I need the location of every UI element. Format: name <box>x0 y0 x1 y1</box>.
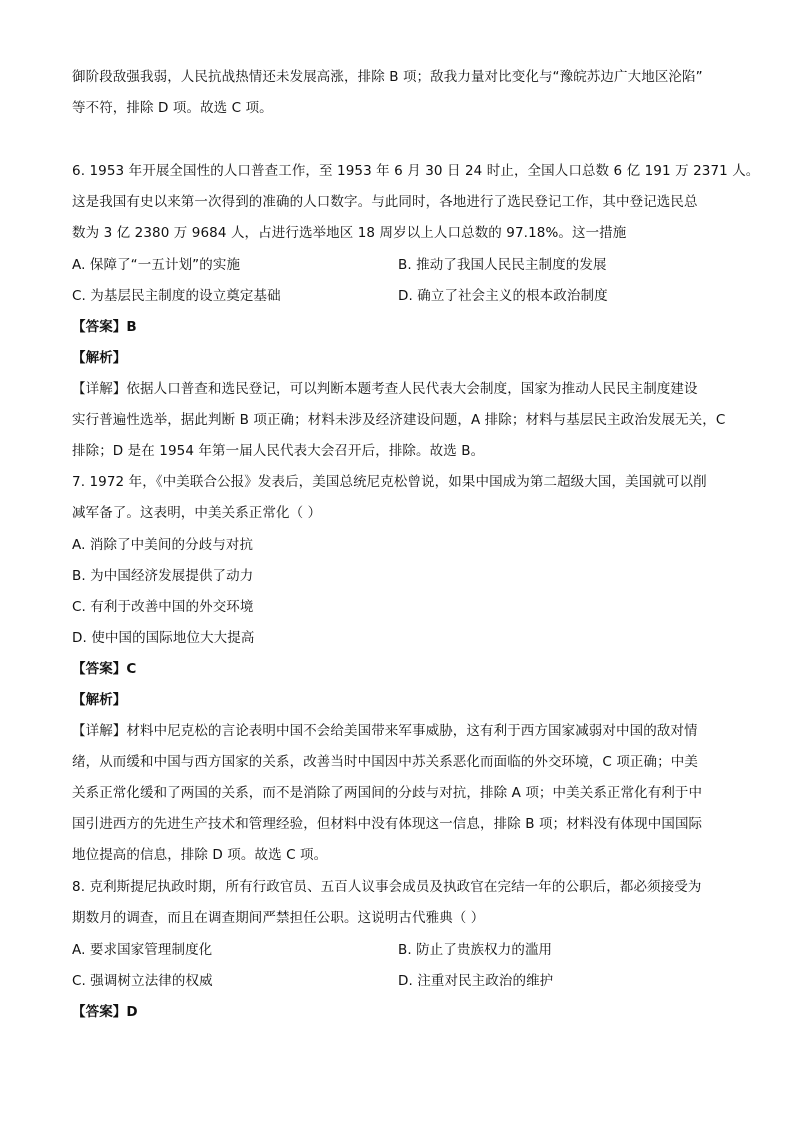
q6-option-a: A. 保障了“一五计划”的实施 <box>72 257 241 273</box>
intro-line: 等不符，排除 D 项。故选 C 项。 <box>72 100 273 116</box>
q8-option-b: B. 防止了贵族权力的滥用 <box>398 942 553 958</box>
q7-stem: 7. 1972 年，《中美联合公报》发表后，美国总统尼克松曾说，如果中国成为第二超级大国，美国就可以削 <box>72 474 707 490</box>
q6-detail: 实行普遍性选举，据此判断 B 项正确；材料未涉及经济建设问题，A 排除；材料与基层民主政治发展无关，C <box>72 412 726 428</box>
q6-analysis-heading: 【解析】 <box>72 350 127 366</box>
q6-answer: 【答案】B <box>72 319 137 335</box>
q8-option-a: A. 要求国家管理制度化 <box>72 942 213 958</box>
q7-option-a: A. 消除了中美间的分歧与对抗 <box>72 537 254 553</box>
q6-detail: 【详解】依据人口普查和选民登记，可以判断本题考查人民代表大会制度，国家为推动人民民主制度建设 <box>72 381 698 397</box>
q8-stem: 8. 克利斯提尼执政时期，所有行政官员、五百人议事会成员及执政官在完结一年的公职后，都必须接受为 <box>72 879 702 895</box>
q6-stem: 数为 3 亿 2380 万 9684 人，占进行选举地区 18 周岁以上人口总数的 97.18%。这一措施 <box>72 225 627 241</box>
q8-option-c: C. 强调树立法律的权威 <box>72 973 213 989</box>
q6-option-d: D. 确立了社会主义的根本政治制度 <box>398 288 608 304</box>
q7-detail: 【详解】材料中尼克松的言论表明中国不会给美国带来军事威胁，这有利于西方国家减弱对中国的敌对情 <box>72 723 698 739</box>
q6-stem: 6. 1953 年开展全国性的人口普查工作，至 1953 年 6 月 30 日 24 时止，全国人口总数 6 亿 191 万 2371 人。 <box>72 163 760 179</box>
q7-detail: 国引进西方的先进生产技术和管理经验，但材料中没有体现这一信息，排除 B 项；材料没有体现中国国际 <box>72 816 703 832</box>
q6-detail: 排除；D 是在 1954 年第一届人民代表大会召开后，排除。故选 B。 <box>72 443 485 459</box>
intro-line: 御阶段敌强我弱，人民抗战热情还未发展高涨，排除 B 项；敌我力量对比变化与“豫皖苏边广大地区沦陷” <box>72 69 703 85</box>
q8-stem: 期数月的调查，而且在调查期间严禁担任公职。这说明古代雅典（ ） <box>72 910 485 926</box>
q7-detail: 地位提高的信息，排除 D 项。故选 C 项。 <box>72 847 328 863</box>
q8-option-d: D. 注重对民主政治的维护 <box>398 973 554 989</box>
q7-detail: 关系正常化缓和了两国的关系，而不是消除了两国间的分歧与对抗，排除 A 项；中美关系正常化有利于中 <box>72 785 703 801</box>
q7-option-c: C. 有利于改善中国的外交环境 <box>72 599 254 615</box>
q7-stem: 减军备了。这表明，中美关系正常化（ ） <box>72 505 322 521</box>
q6-option-c: C. 为基层民主制度的设立奠定基础 <box>72 288 281 304</box>
q7-option-b: B. 为中国经济发展提供了动力 <box>72 568 254 584</box>
q8-answer: 【答案】D <box>72 1004 138 1020</box>
q7-analysis-heading: 【解析】 <box>72 692 127 708</box>
q7-answer: 【答案】C <box>72 661 137 677</box>
q7-option-d: D. 使中国的国际地位大大提高 <box>72 630 255 646</box>
q6-option-b: B. 推动了我国人民民主制度的发展 <box>398 257 607 273</box>
q6-stem: 这是我国有史以来第一次得到的准确的人口数字。与此同时，各地进行了选民登记工作，其中登记选民总 <box>72 194 698 210</box>
q7-detail: 绪，从而缓和中国与西方国家的关系，改善当时中国因中苏关系恶化而面临的外交环境，C 项正确；中美 <box>72 754 698 770</box>
